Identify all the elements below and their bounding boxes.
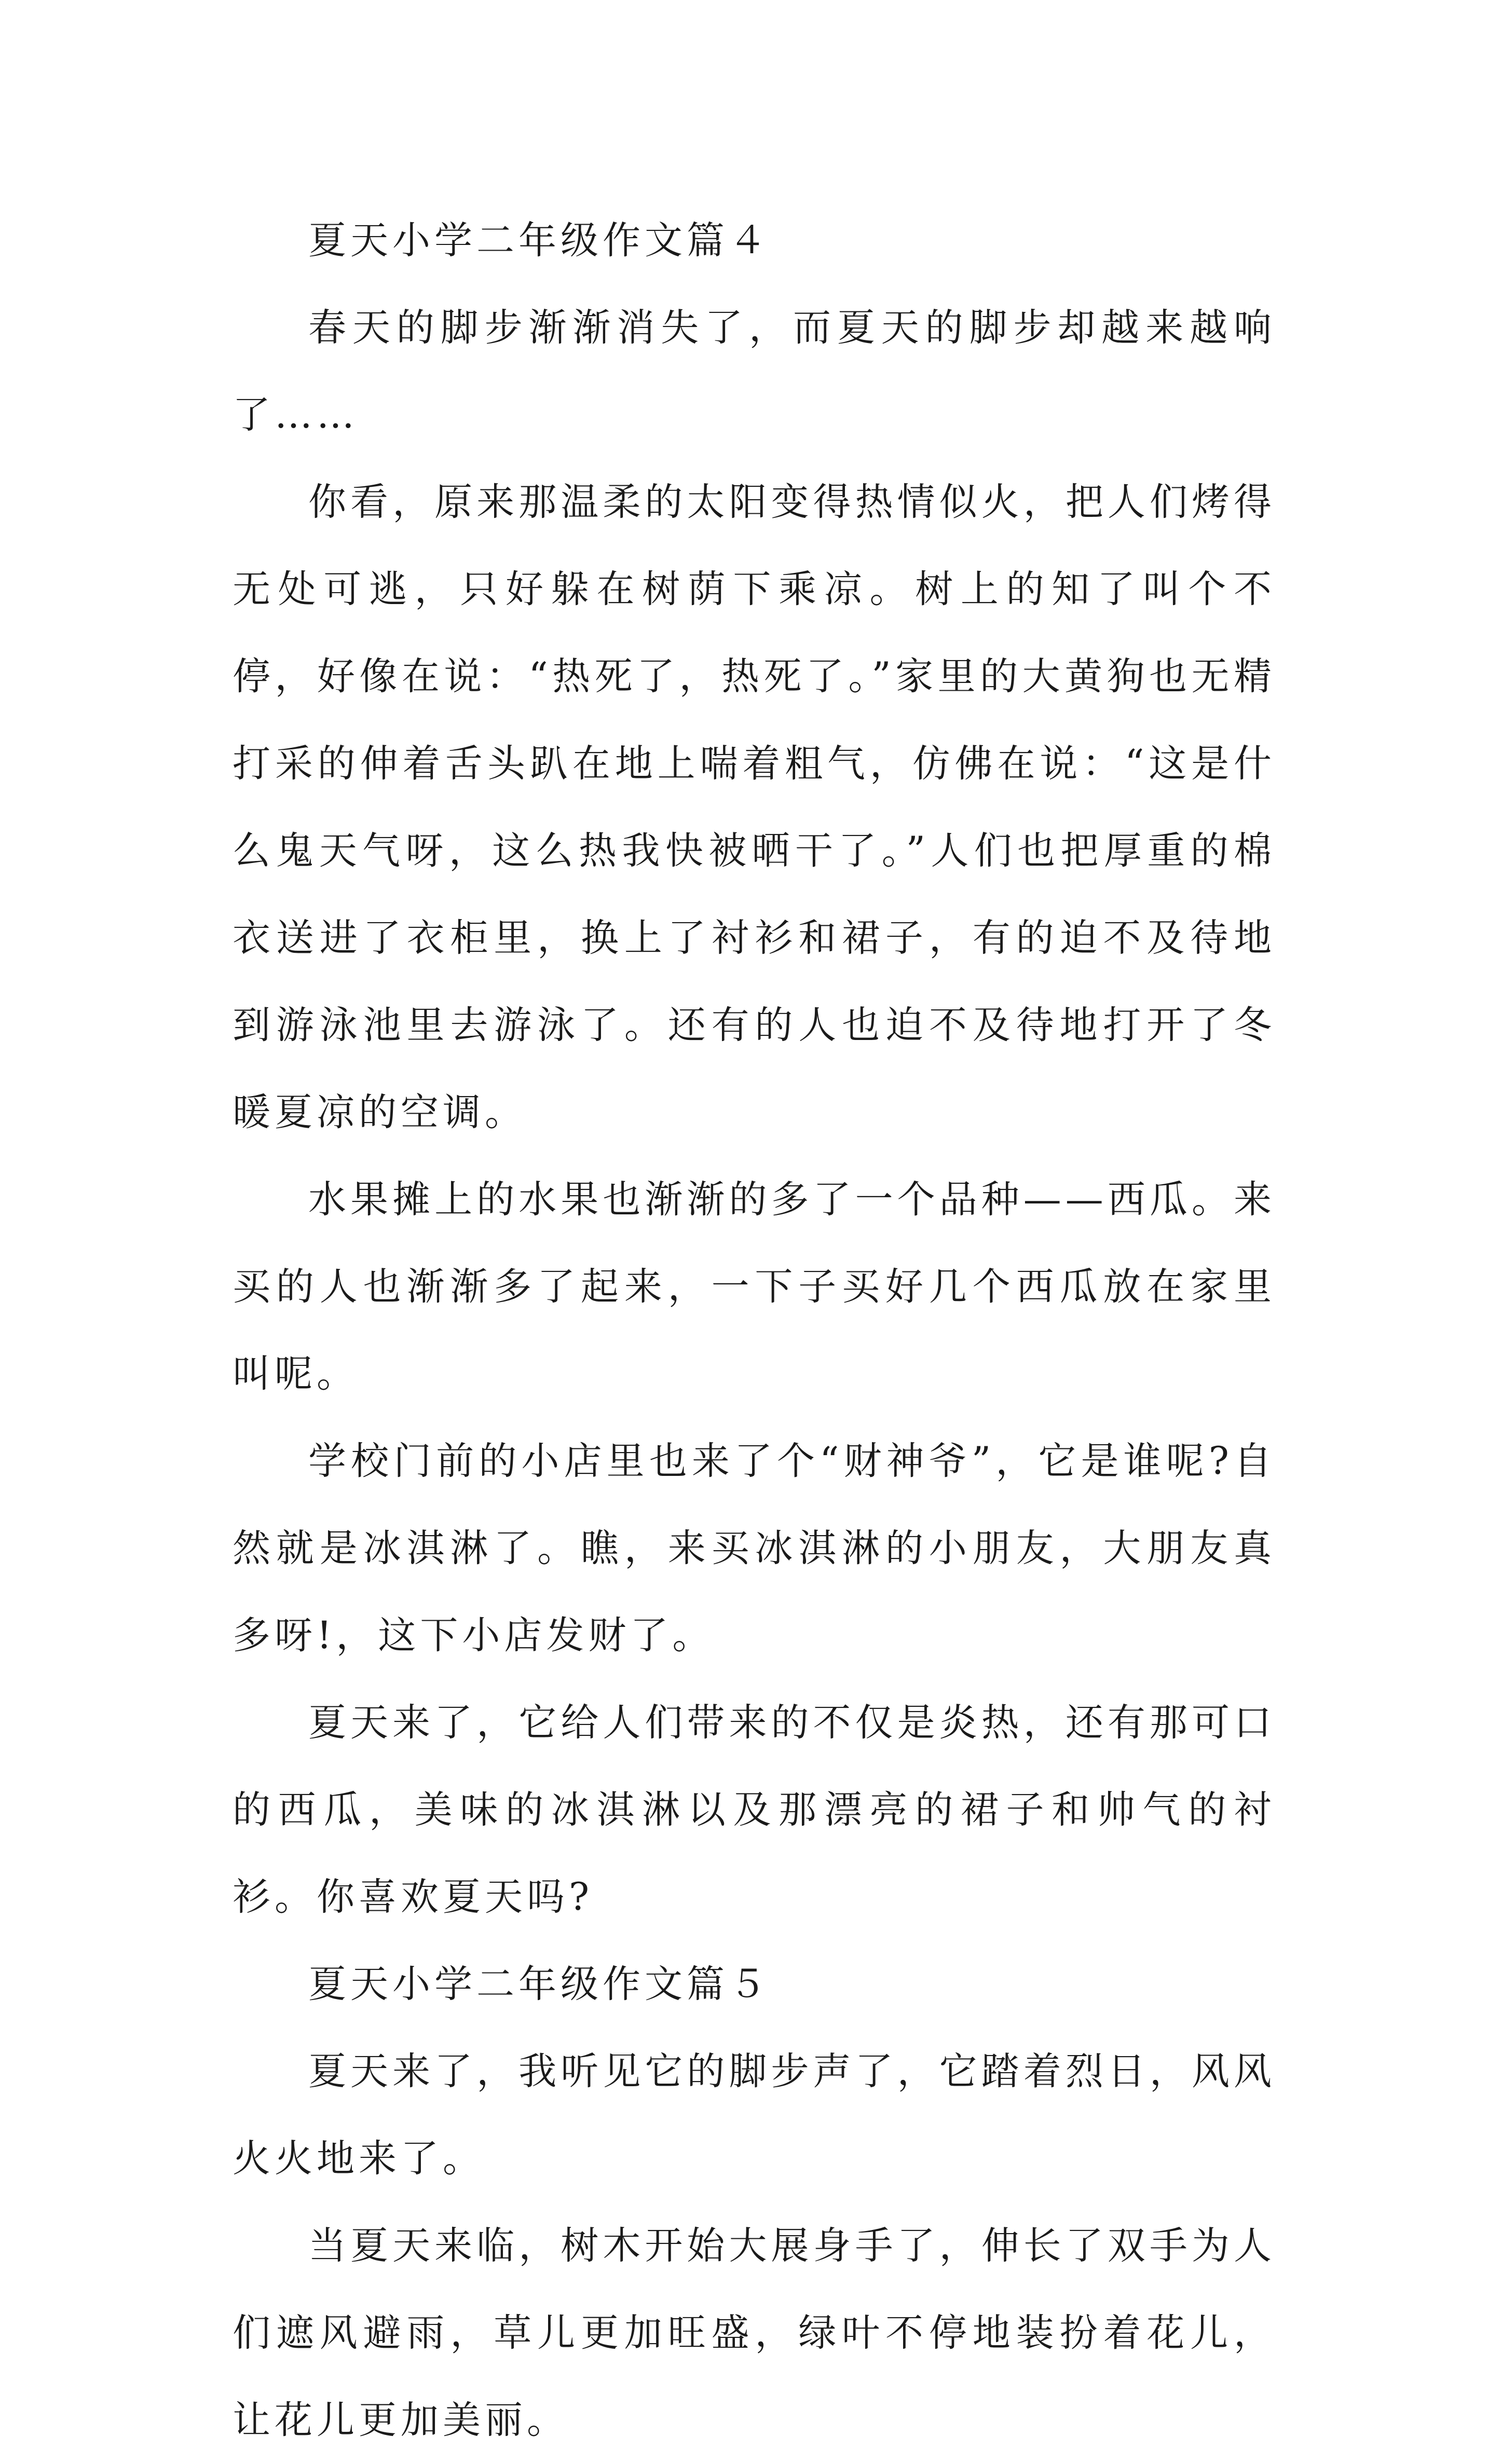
essay-heading-4: 夏天小学二年级作文篇４ xyxy=(308,218,771,263)
paragraph: 春天的脚步渐渐消失了，而夏天的脚步却越来越响了…… xyxy=(233,306,1276,437)
essay-heading-5: 夏天小学二年级作文篇５ xyxy=(308,1962,771,2006)
paragraph: 夏天来了，它给人们带来的不仅是炎热，还有那可口的西瓜，美味的冰淇淋以及那漂亮的裙子和帅气的衬衫。你喜欢夏天吗? xyxy=(233,1701,1276,1919)
paragraph: 当夏天来临，树木开始大展身手了，伸长了双手为人们遮风避雨，草儿更加旺盛，绿叶不停地装扮着花儿，让花儿更加美丽。 xyxy=(233,2224,1276,2442)
paragraph: 夏天来了，我听见它的脚步声了，它踏着烈日，风风火火地来了。 xyxy=(233,2049,1276,2181)
paragraph: 学校门前的小店里也来了个“财神爷”，它是谁呢?自然就是冰淇淋了。瞧，来买冰淇淋的小朋友，大朋友真多呀!，这下小店发财了。 xyxy=(233,1439,1276,1658)
paragraph: 你看，原来那温柔的太阳变得热情似火，把人们烤得无处可逃，只好躲在树荫下乘凉。树上的知了叫个不停，好像在说：“热死了，热死了。”家里的大黄狗也无精打采的伸着舌头趴在地上喘着粗气，仿佛在说：“这是什么鬼天气呀，这么热我快被晒干了。”人们也把厚重的棉衣送进了衣柜里，换上了衬衫和裙子，有的迫不及待地到游泳池里去游泳了。还有的人也迫不及待地打开了冬暖夏凉的空调。 xyxy=(233,480,1276,1134)
paragraph: 水果摊上的水果也渐渐的多了一个品种——西瓜。来买的人也渐渐多了起来，一下子买好几个西瓜放在家里叫呢。 xyxy=(233,1178,1276,1396)
